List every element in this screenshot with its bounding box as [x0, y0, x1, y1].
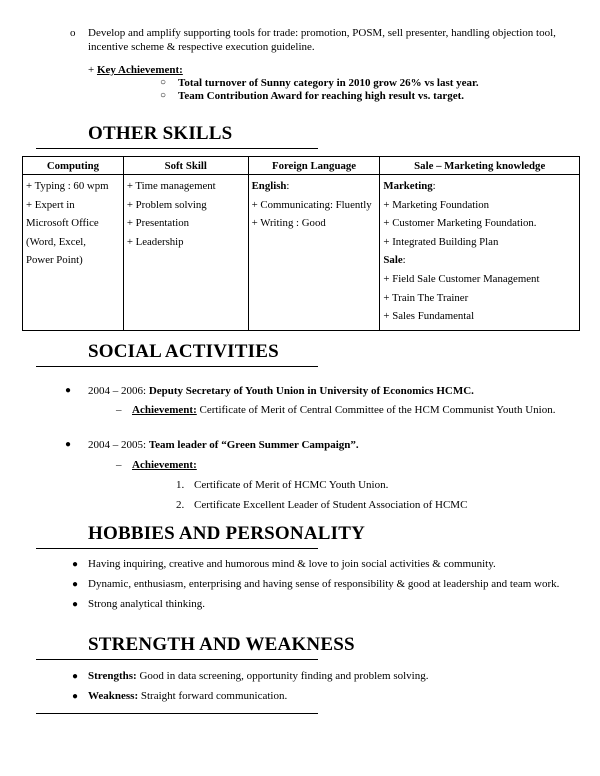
numbered-item: Certificate of Merit of HCMC Youth Union. — [194, 479, 389, 491]
column-header: Computing — [23, 157, 124, 175]
section-heading-other-skills: OTHER SKILLS — [88, 123, 233, 144]
list-number: 1. — [176, 479, 185, 491]
numbered-item: Certificate Excellent Leader of Student Association of HCMC — [194, 499, 468, 511]
section-divider — [36, 148, 318, 149]
bullet-icon: ○ — [160, 77, 167, 88]
section-divider — [36, 366, 318, 367]
foreign-language-cell: English: + Communicating: Fluently + Writing : Good — [248, 175, 380, 331]
column-header: Soft Skill — [123, 157, 248, 175]
skills-table — [22, 156, 580, 331]
experience-item-line: Develop and amplify supporting tools for trade: promotion, POSM, sell presenter, handling objection tool, — [88, 27, 556, 39]
social-achievement: Achievement: Certificate of Merit of Central Committee of the HCM Communist Youth Union. — [132, 404, 556, 416]
achievement-item: Total turnover of Sunny category in 2010 grow 26% vs last year. — [178, 77, 479, 89]
social-activity-item: 2004 – 2006: Deputy Secretary of Youth Union in University of Economics HCMC. — [88, 385, 474, 397]
bullet-icon: ● — [72, 579, 79, 590]
experience-item — [88, 26, 556, 54]
language-title: English: — [251, 180, 290, 192]
experience-item-line: incentive scheme & respective execution guideline. — [88, 41, 315, 53]
column-header: Foreign Language — [248, 157, 380, 175]
social-achievement-label: Achievement: — [132, 459, 197, 471]
section-heading-social-activities: SOCIAL ACTIVITIES — [88, 341, 279, 362]
bullet-icon: ● — [65, 439, 72, 450]
bullet-icon: ● — [72, 691, 79, 702]
weakness-item: Weakness: Straight forward communication. — [88, 690, 288, 702]
column-header: Sale – Marketing knowledge — [380, 157, 580, 175]
skills-table-row — [23, 175, 580, 331]
section-divider — [36, 659, 318, 660]
bullet-icon: ○ — [160, 90, 167, 101]
computing-cell: + Typing : 60 wpm + Expert in Microsoft Office (Word, Excel, Power Point) — [23, 175, 124, 331]
sale-marketing-cell: Marketing: + Marketing Foundation + Customer Marketing Foundation. + Integrated Building Plan Sale: + Field Sale Customer Management + Train The Trainer + Sales Fundamental — [380, 175, 580, 331]
list-number: 2. — [176, 499, 185, 511]
bullet-icon: ● — [72, 599, 79, 610]
hobby-item: Dynamic, enthusiasm, enterprising and having sense of responsibility & good at leadership and team work. — [88, 578, 560, 590]
section-divider — [36, 548, 318, 549]
hobby-item: Having inquiring, creative and humorous mind & love to join social activities & community. — [88, 558, 496, 570]
bullet-icon: ● — [72, 671, 79, 682]
skills-table-header — [23, 157, 580, 175]
soft-skill-cell: + Time management + Problem solving + Presentation + Leadership — [123, 175, 248, 331]
section-divider — [36, 713, 318, 714]
social-activity-item: 2004 – 2005: Team leader of “Green Summer Campaign”. — [88, 439, 359, 451]
hobby-item: Strong analytical thinking. — [88, 598, 206, 610]
dash-icon: – — [116, 404, 122, 416]
marketing-title: Marketing: — [383, 180, 436, 192]
section-heading-hobbies: HOBBIES AND PERSONALITY — [88, 523, 366, 544]
dash-icon: – — [116, 459, 122, 471]
key-achievement-label: + Key Achievement: — [88, 64, 183, 76]
achievement-item: Team Contribution Award for reaching high result vs. target. — [178, 90, 465, 102]
strength-item: Strengths: Good in data screening, opportunity finding and problem solving. — [88, 670, 429, 682]
sale-title: Sale: — [383, 254, 406, 267]
circle-bullet-icon: o — [70, 27, 76, 39]
bullet-icon: ● — [65, 385, 72, 396]
section-heading-strength-weakness: STRENGTH AND WEAKNESS — [88, 634, 355, 655]
bullet-icon: ● — [72, 559, 79, 570]
